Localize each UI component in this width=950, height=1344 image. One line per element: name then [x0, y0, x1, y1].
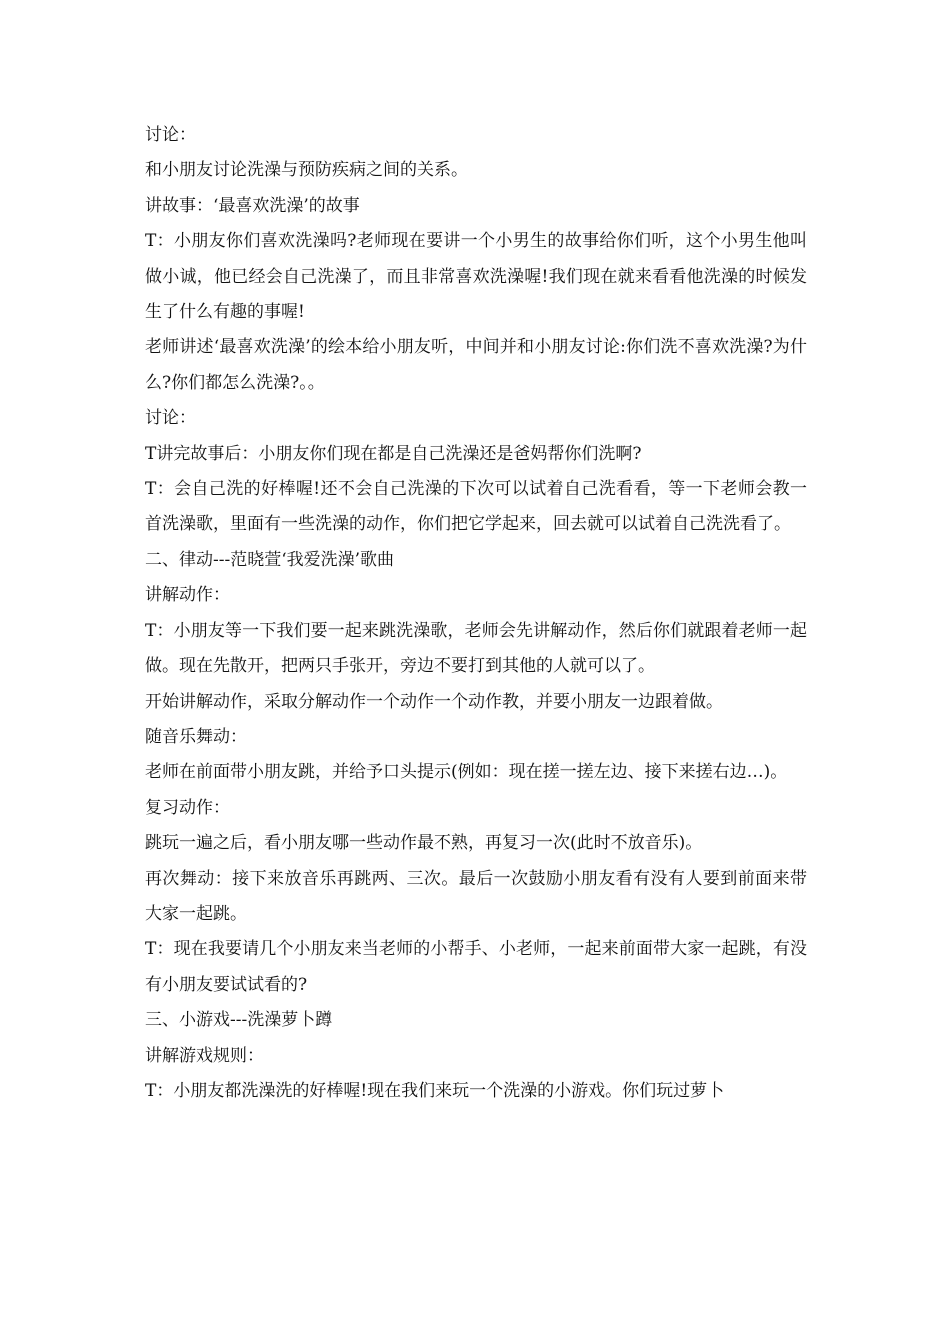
paragraph-explain-moves-heading: 讲解动作： — [145, 585, 230, 606]
paragraph-little-helpers: T：现在我要请几个小朋友来当老师的小帮手、小老师，一起来前面带大家一起跳，有没有小朋友要试试看的? — [145, 939, 807, 995]
paragraph-discussion-heading: 讨论： — [145, 125, 196, 145]
section-heading-game: 三、小游戏---洗澡萝卜蹲 — [145, 1010, 333, 1031]
paragraph-explain-moves: T：小朋友等一下我们要一起来跳洗澡歌，老师会先讲解动作，然后你们就跟着老师一起做。现在先散开，把两只手张开，旁边不要打到其他的人就可以了。 — [145, 620, 807, 677]
paragraph-review: 跳玩一遍之后，看小朋友哪一些动作最不熟，再复习一次(此时不放音乐)。 — [145, 833, 703, 854]
paragraph-review-heading: 复习动作： — [145, 797, 230, 818]
paragraph-discussion-heading-2: 讨论： — [145, 408, 196, 429]
paragraph-dance-lead: 老师在前面带小朋友跳，并给予口头提示(例如：现在搓一搓左边、接下来搓右边…)。 — [145, 762, 788, 783]
paragraph-self-wash-encouragement: T：会自己洗的好棒喔!还不会自己洗澡的下次可以试着自己洗看看，等一下老师会教一首洗澡歌，里面有一些洗澡的动作，你们把它学起来，回去就可以试着自己洗洗看了。 — [145, 479, 807, 535]
paragraph-dance-heading: 随音乐舞动： — [145, 726, 247, 747]
paragraph-game-rules-heading: 讲解游戏规则： — [145, 1045, 264, 1066]
paragraph-story-telling: 老师讲述‘最喜欢洗澡’的绘本给小朋友听，中间并和小朋友讨论:你们洗不喜欢洗澡?为什么?你们都怎么洗澡?。。 — [145, 337, 807, 393]
document-body — [145, 118, 807, 1109]
section-heading-rhythm: 二、律动---范晓萱‘我爱洗澡’歌曲 — [145, 549, 395, 570]
paragraph-after-story-question: T讲完故事后：小朋友你们现在都是自己洗澡还是爸妈帮你们洗啊? — [145, 443, 642, 464]
paragraph-story-heading: 讲故事：‘最喜欢洗澡’的故事 — [145, 195, 360, 216]
paragraph-start-explaining: 开始讲解动作，采取分解动作一个动作一个动作教，并要小朋友一边跟着做。 — [145, 691, 723, 712]
paragraph-dance-again: 再次舞动：接下来放音乐再跳两、三次。最后一次鼓励小朋友看有没有人要到前面来带大家一起跳。 — [145, 868, 807, 924]
paragraph-game-intro: T：小朋友都洗澡洗的好棒喔!现在我们来玩一个洗澡的小游戏。你们玩过萝卜 — [145, 1080, 725, 1101]
paragraph-story-intro: T：小朋友你们喜欢洗澡吗?老师现在要讲一个小男生的故事给你们听，这个小男生他叫做小诚，他已经会自己洗澡了，而且非常喜欢洗澡喔!我们现在就来看看他洗澡的时候发生了什么有趣的事喔! — [145, 231, 807, 323]
paragraph-discussion-topic: 和小朋友讨论洗澡与预防疾病之间的关系。 — [145, 160, 468, 181]
